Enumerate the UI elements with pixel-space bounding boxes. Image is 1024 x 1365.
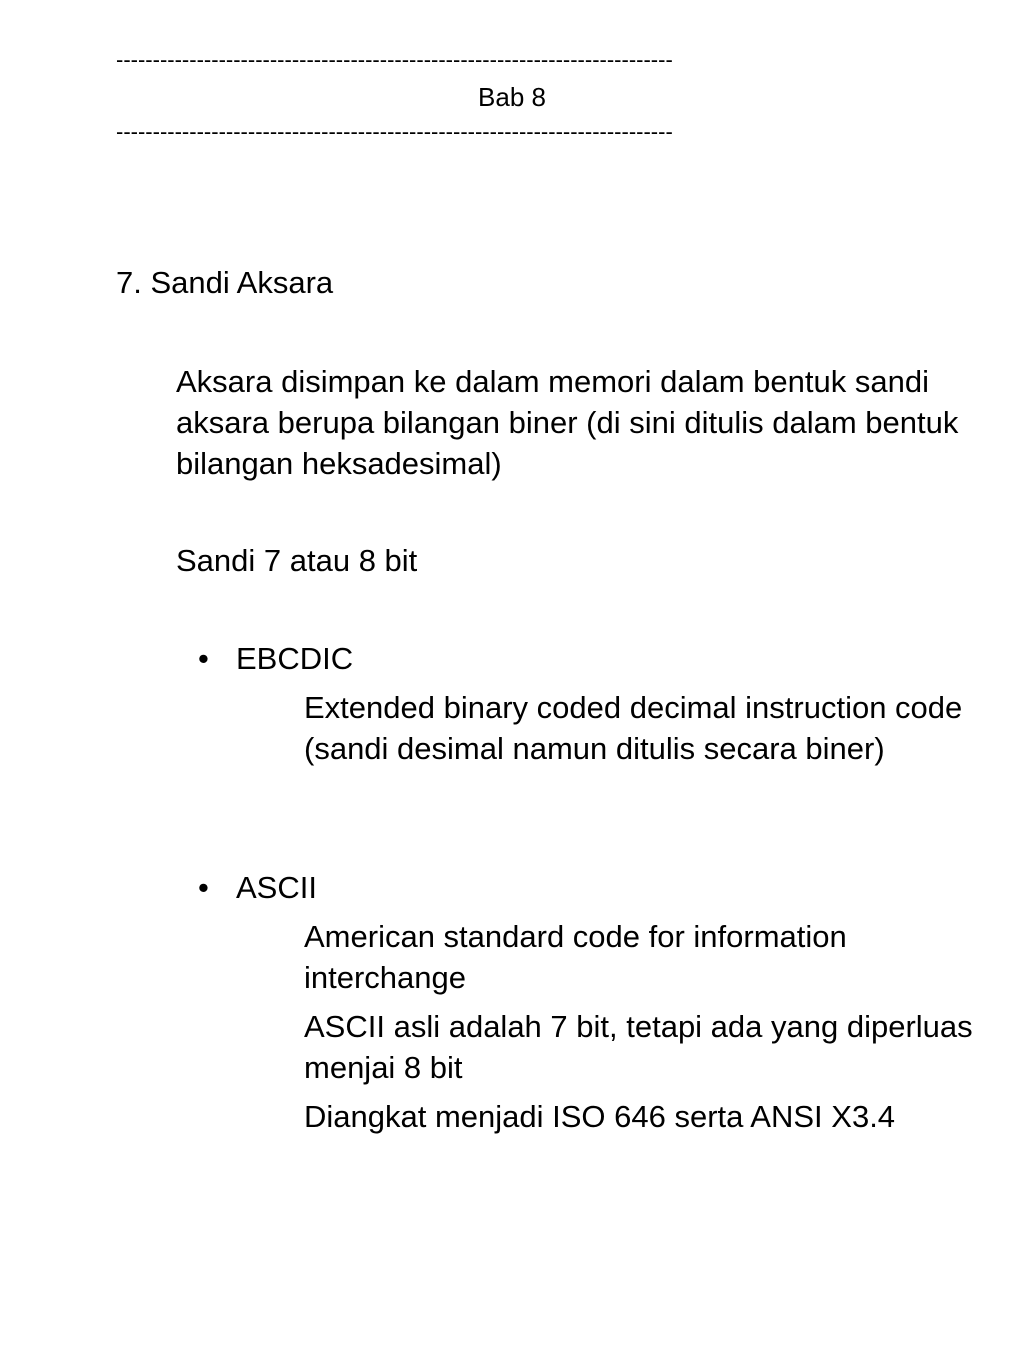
list-item-ebcdic xyxy=(198,638,353,679)
intro-paragraph: Aksara disimpan ke dalam memori dalam bentuk sandi aksara berupa bilangan biner (di sini ditulis dalam bentuk bilangan heksadesimal) xyxy=(176,364,959,481)
list-item-label: ASCII xyxy=(236,870,317,905)
list-item-label: EBCDIC xyxy=(236,641,354,676)
header-rule-top: ---------------------------------------------------------------------------- xyxy=(116,48,673,72)
subheading: Sandi 7 atau 8 bit xyxy=(176,543,418,578)
section-title: 7. Sandi Aksara xyxy=(116,265,334,300)
chapter-title: Bab 8 xyxy=(478,82,546,112)
ebcdic-description: Extended binary coded decimal instruction code (sandi desimal namun ditulis secara biner) xyxy=(304,690,963,766)
ascii-description-2: ASCII asli adalah 7 bit, tetapi ada yang diperluas menjai 8 bit xyxy=(304,1009,973,1085)
ascii-description-3: Diangkat menjadi ISO 646 serta ANSI X3.4 xyxy=(304,1099,896,1134)
header-rule-bottom: ---------------------------------------------------------------------------- xyxy=(116,120,673,144)
ascii-description-1: American standard code for information interchange xyxy=(304,919,847,995)
bullet-icon: • xyxy=(198,641,209,676)
list-item-ascii xyxy=(198,867,317,908)
bullet-icon: • xyxy=(198,870,209,905)
